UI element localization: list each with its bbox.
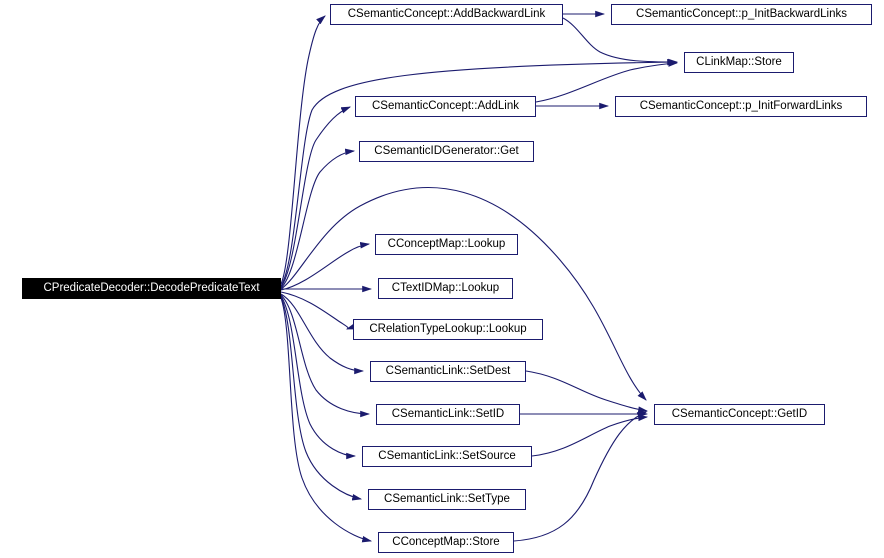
node-linkmap-store[interactable] [684,52,794,73]
node-semantic-link-set-source[interactable] [362,446,532,467]
edge-setdest-to-getid [526,371,647,411]
edge-setsource-to-getid [532,417,647,456]
node-relation-type-lookup[interactable] [353,319,543,340]
node-label: CSemanticConcept::AddLink [371,99,520,112]
node-label: CTextIDMap::Lookup [391,281,500,294]
edge-root-to-addbackwardlink [281,16,325,284]
node-label: CSemanticConcept::AddBackwardLink [347,7,546,20]
node-label: CRelationTypeLookup::Lookup [369,322,527,335]
edge-root-to-conceptmaplookup [281,244,369,290]
edge-root-to-settype [281,297,361,499]
edge-root-to-setid [281,295,369,414]
node-label: CSemanticConcept::p_InitForwardLinks [639,99,843,112]
node-semantic-link-set-type[interactable] [368,489,526,510]
node-label: CSemanticConcept::GetID [671,407,808,420]
edge-root-to-relationtypelookup [281,292,348,329]
node-p-init-forward-links[interactable] [615,96,867,117]
node-label: CSemanticConcept::p_InitBackwardLinks [636,7,847,20]
node-textidmap-lookup[interactable] [378,278,513,299]
edge-root-to-idgeneratorget [281,151,354,288]
node-conceptmap-lookup[interactable] [375,234,518,255]
node-label: CSemanticIDGenerator::Get [374,144,519,157]
node-label: CSemanticLink::SetDest [385,364,511,377]
node-label: CSemanticLink::SetID [391,407,505,420]
node-p-init-backward-links[interactable] [611,4,872,25]
node-semantic-concept-get-id[interactable] [654,404,825,425]
node-semantic-id-generator-get[interactable] [359,141,534,162]
node-semantic-link-set-id[interactable] [376,404,520,425]
node-semantic-link-set-dest[interactable] [370,361,526,382]
node-label: CPredicateDecoder::DecodePredicateText [43,281,260,294]
node-label: CLinkMap::Store [696,55,782,68]
edge-root-to-setdest [281,294,363,371]
node-label: CSemanticLink::SetType [384,492,510,505]
node-conceptmap-store[interactable] [378,532,514,553]
edge-conceptmapstore-to-getid [514,412,646,541]
node-label: CConceptMap::Lookup [387,237,506,250]
node-decode-predicate-text[interactable] [22,278,281,299]
edge-root-to-setsource [281,296,355,456]
node-add-link[interactable] [355,96,536,117]
node-add-backward-link[interactable] [330,4,563,25]
node-label: CSemanticLink::SetSource [378,449,516,462]
node-label: CConceptMap::Store [392,535,500,548]
edge-root-to-addlink [281,107,350,287]
